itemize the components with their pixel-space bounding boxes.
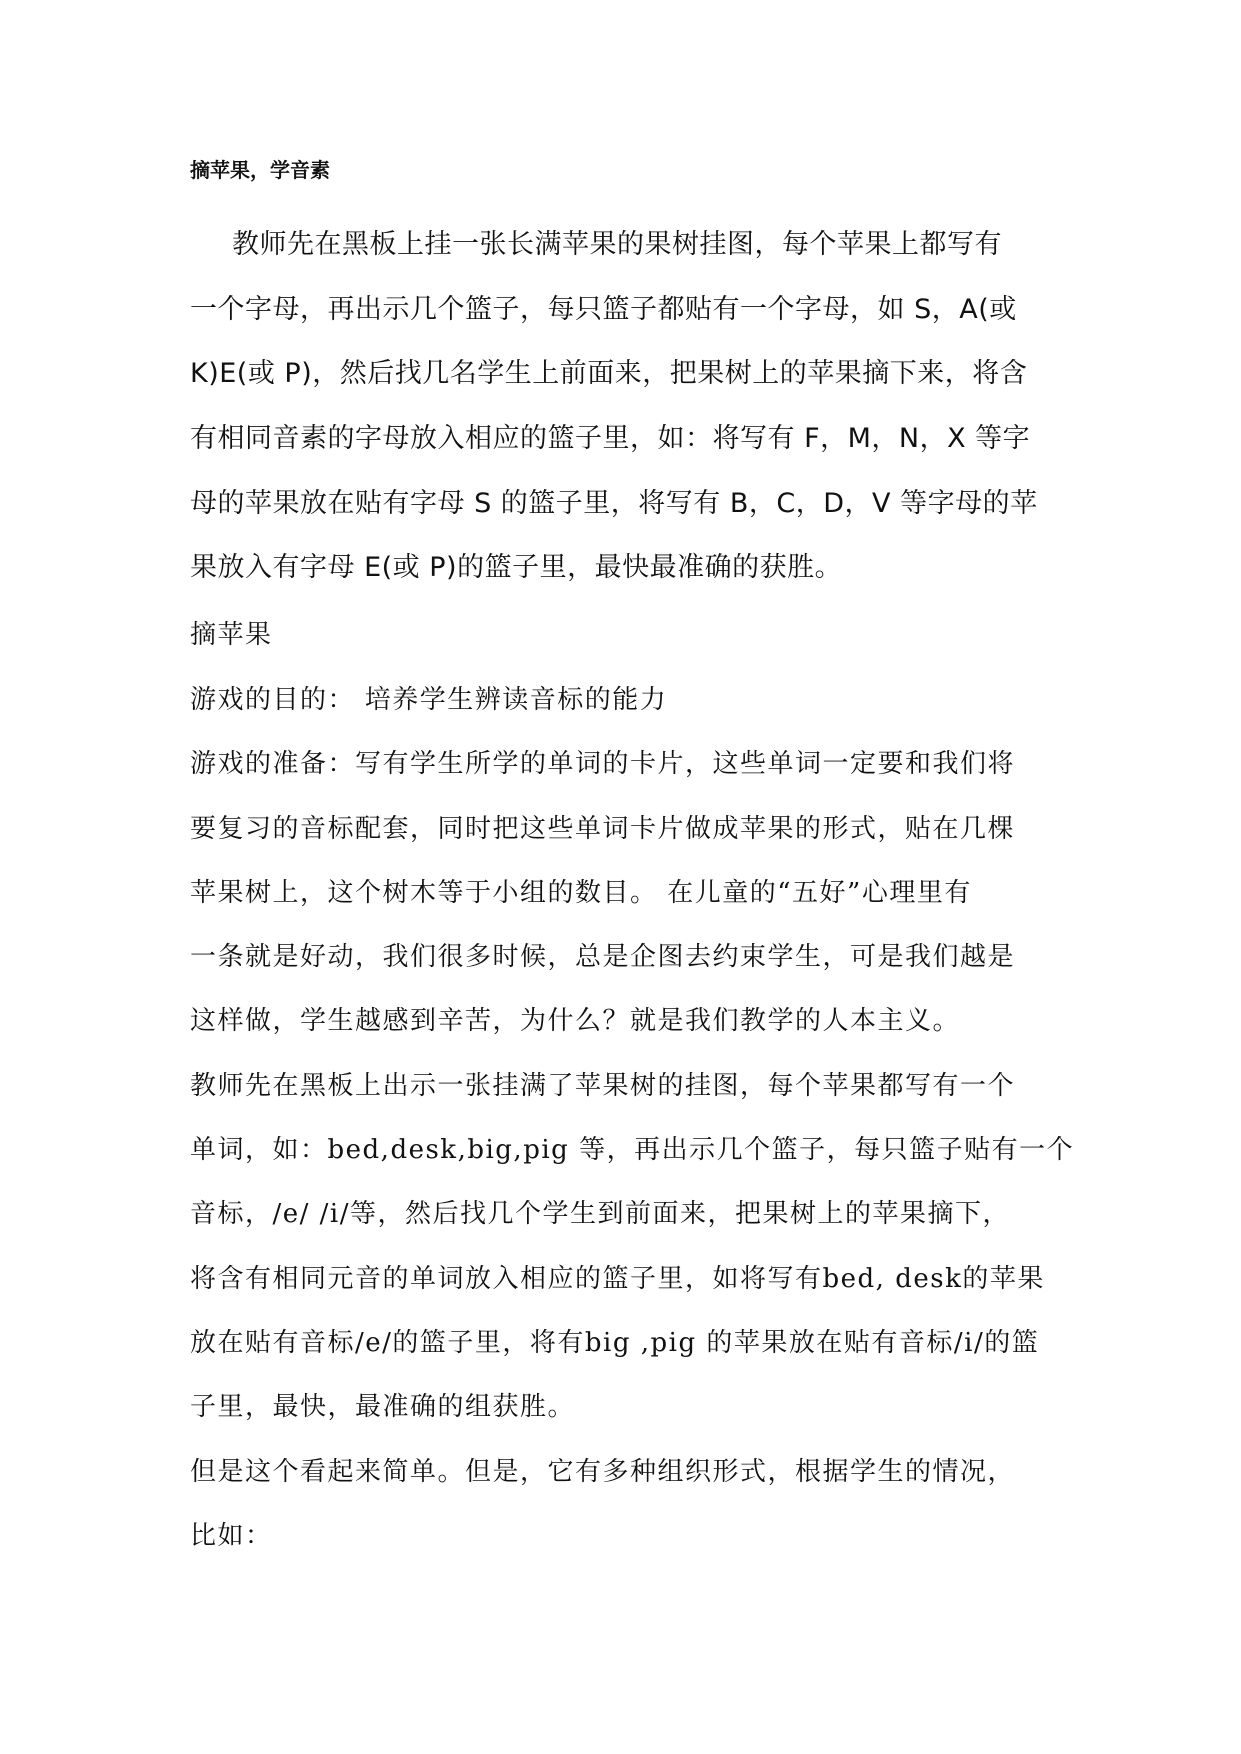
paragraph-line: 苹果树上，这个树木等于小组的数目。 在儿童的“五好”心理里有: [190, 878, 972, 908]
paragraph-line: 母的苹果放在贴有字母 S 的篮子里，将写有 B，C，D，V 等字母的苹: [190, 488, 1038, 519]
paragraph-line: 比如：: [190, 1521, 273, 1551]
paragraph-line: 果放入有字母 E(或 P)的篮子里，最快最准确的获胜。: [190, 552, 843, 583]
paragraph-line: 教师先在黑板上挂一张长满苹果的果树挂图，每个苹果上都写有: [232, 229, 1002, 260]
paragraph-line: 音标，/e/ /i/等，然后找几个学生到前面来，把果树上的苹果摘下，: [190, 1199, 1011, 1229]
paragraph-line: 单词，如：bed,desk,big,pig 等，再出示几个篮子，每只篮子贴有一个: [190, 1135, 1075, 1165]
section-heading: 摘苹果: [190, 620, 273, 650]
paragraph-line: 一个字母，再出示几个篮子，每只篮子都贴有一个字母，如 S，A(或: [190, 294, 1017, 325]
paragraph-line: 有相同音素的字母放入相应的篮子里，如：将写有 F，M，N，X 等字: [190, 423, 1031, 454]
paragraph-line: 一条就是好动，我们很多时候，总是企图去约束学生，可是我们越是: [190, 942, 1016, 972]
paragraph-line: 游戏的目的： 培养学生辨读音标的能力: [190, 685, 668, 715]
paragraph-line: 这样做，学生越感到辛苦，为什么？就是我们教学的人本主义。: [190, 1006, 961, 1036]
paragraph-line: 游戏的准备：写有学生所学的单词的卡片，这些单词一定要和我们将: [190, 749, 1016, 779]
paragraph-line: K)E(或 P)，然后找几名学生上前面来，把果树上的苹果摘下来，将含: [190, 358, 1028, 389]
paragraph-line: 要复习的音标配套，同时把这些单词卡片做成苹果的形式，贴在几棵: [190, 814, 1016, 844]
paragraph-line: 将含有相同元音的单词放入相应的篮子里，如将写有bed, desk的苹果: [190, 1264, 1045, 1294]
paragraph-line: 教师先在黑板上出示一张挂满了苹果树的挂图，每个苹果都写有一个: [190, 1071, 1016, 1101]
paragraph-line: 但是这个看起来简单。但是，它有多种组织形式，根据学生的情况，: [190, 1457, 1016, 1487]
paragraph-line: 子里，最快，最准确的组获胜。: [190, 1392, 576, 1422]
document-title: 摘苹果，学音素: [190, 158, 330, 182]
paragraph-line: 放在贴有音标/e/的篮子里，将有big ,pig 的苹果放在贴有音标/i/的篮: [190, 1328, 1040, 1358]
